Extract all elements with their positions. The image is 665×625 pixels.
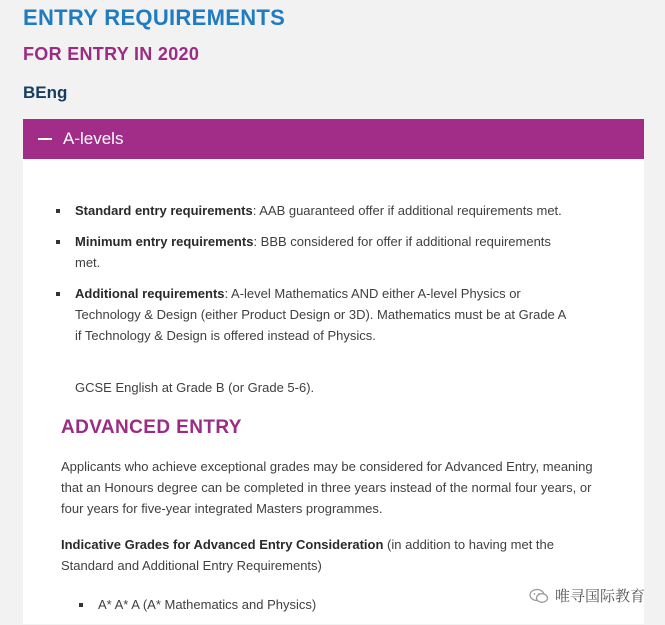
advanced-entry-heading: ADVANCED ENTRY bbox=[61, 417, 242, 438]
indicative-grades-text: (in addition to having met the Standard and Additional Entry Requirements) bbox=[61, 537, 554, 573]
grades-list bbox=[98, 594, 316, 625]
advanced-entry-description: Applicants who achieve exceptional grades may be considered for Advanced Entry, meaning that an Honours degree can be completed in three years instead of the normal four years, or four years for five-year integrated Masters programmes. bbox=[61, 459, 593, 516]
requirement-label: Standard entry requirements bbox=[75, 203, 253, 218]
watermark bbox=[529, 585, 645, 606]
a-levels-accordion bbox=[23, 119, 644, 624]
list-item bbox=[75, 200, 575, 221]
page-title: ENTRY REQUIREMENTS bbox=[23, 5, 286, 30]
requirement-text: : BBB considered for offer if additional requirements met. bbox=[75, 234, 551, 270]
wechat-icon bbox=[529, 588, 549, 604]
list-item bbox=[75, 283, 575, 346]
degree-heading: BEng bbox=[23, 83, 68, 102]
accordion-label: A-levels bbox=[63, 129, 124, 148]
watermark-text: 唯寻国际教育 bbox=[554, 588, 645, 605]
list-item: A* A* A (A* Mathematics and Physics) bbox=[98, 594, 316, 615]
list-item bbox=[75, 231, 575, 273]
entry-year-subtitle: FOR ENTRY IN 2020 bbox=[23, 44, 200, 64]
requirement-text: : AAB guaranteed offer if additional requirements met. bbox=[252, 203, 562, 218]
requirement-label: Minimum entry requirements bbox=[75, 234, 254, 249]
requirement-text: : A-level Mathematics AND either A-level Physics or Technology & Design (either Product Design or 3D). Mathematics must be at Grade A if Technology & Design is offered instead of Physics. bbox=[75, 286, 566, 343]
minus-icon[interactable] bbox=[38, 138, 52, 140]
gcse-requirement: GCSE English at Grade B (or Grade 5-6). bbox=[75, 380, 315, 395]
a-levels-accordion-header[interactable] bbox=[23, 119, 644, 159]
indicative-grades-label: Indicative Grades for Advanced Entry Consideration bbox=[61, 537, 384, 552]
requirement-label: Additional requirements bbox=[75, 286, 225, 301]
indicative-grades-note bbox=[61, 534, 606, 576]
requirements-list bbox=[75, 203, 575, 385]
